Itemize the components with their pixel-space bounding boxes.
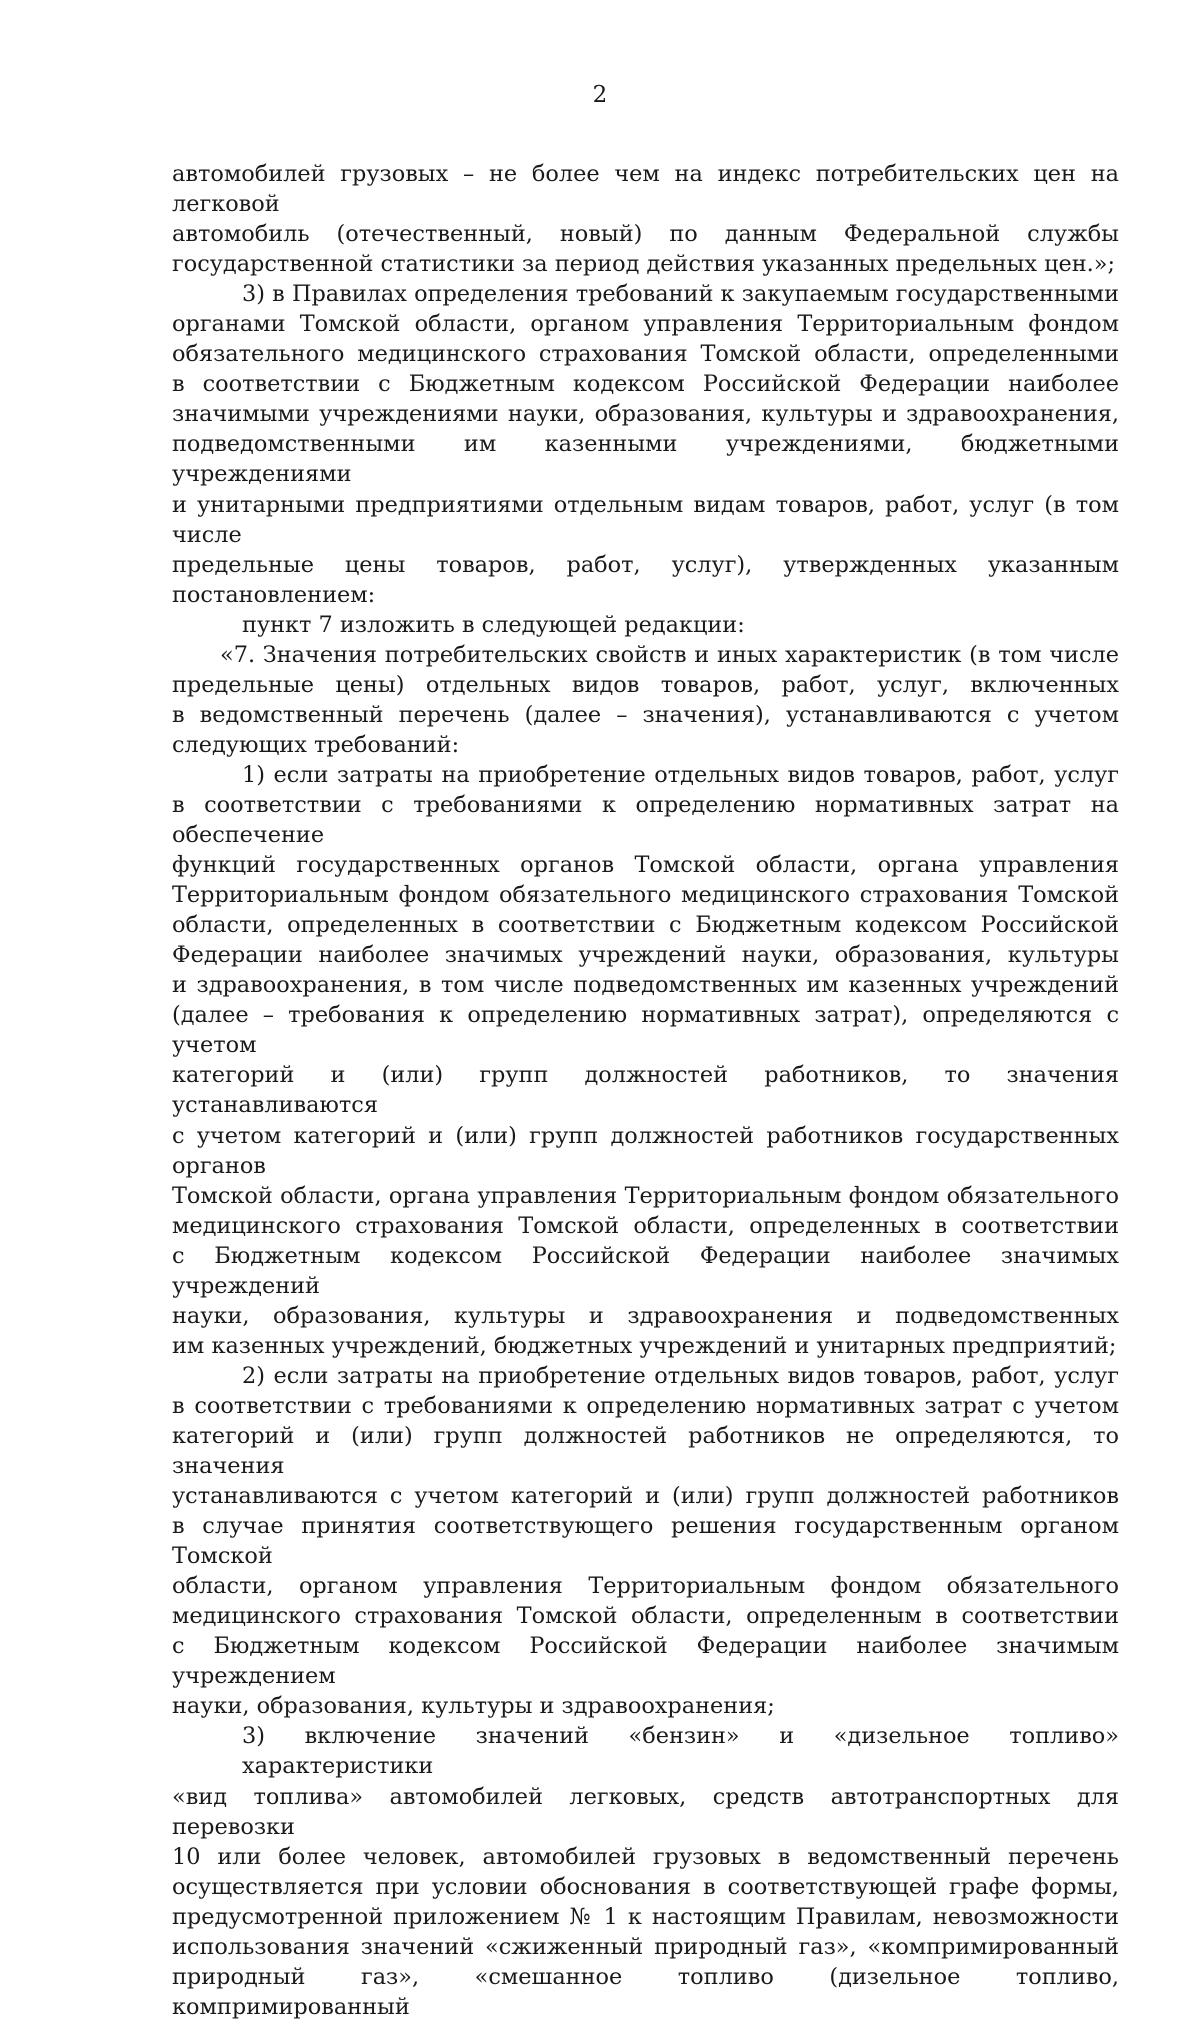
page-number: 2 (592, 82, 608, 108)
text-line: органами Томской области, органом управления Территориальным фондом (172, 311, 1119, 338)
text-line: значимыми учреждениями науки, образования, культуры и здравоохранения, (172, 401, 1119, 428)
text-line: 3) в Правилах определения требований к закупаемым государственными (242, 281, 1119, 308)
text-line: осуществляется при условии обоснования в соответствующей графе формы, (172, 1873, 1119, 1900)
text-line: автомобиль (отечественный, новый) по данным Федеральной службы (172, 221, 1119, 248)
paragraph (172, 279, 1119, 610)
text-line: 2) если затраты на приобретение отдельных видов товаров, работ, услуг (242, 1362, 1119, 1389)
text-line: предельные цены товаров, работ, услуг), утвержденных указанным (172, 551, 1119, 578)
text-line: в случае принятия соответствующего решения государственным органом Томской (172, 1513, 1119, 1570)
text-line: с Бюджетным кодексом Российской Федерации наиболее значимым учреждением (172, 1633, 1119, 1690)
paragraph (172, 610, 1119, 640)
text-line: с Бюджетным кодексом Российской Федерации наиболее значимых учреждений (172, 1242, 1119, 1299)
text-line: и унитарными предприятиями отдельным видам товаров, работ, услуг (в том числе (172, 491, 1119, 548)
text-line: области, органом управления Территориальным фондом обязательного (172, 1573, 1119, 1600)
text-line: Федерации наиболее значимых учреждений науки, образования, культуры (172, 942, 1119, 969)
text-line: и здравоохранения, в том числе подведомственных им казенных учреждений (172, 972, 1119, 999)
text-line: (далее – требования к определению нормативных затрат), определяются с учетом (172, 1002, 1119, 1059)
text-line: использования значений «сжиженный природный газ», «компримированный (172, 1933, 1119, 1960)
text-line: предельные цены) отдельных видов товаров, работ, услуг, включенных (172, 671, 1119, 698)
paragraph (172, 1721, 1119, 2021)
text-line: Томской области, органа управления Территориальным фондом обязательного (172, 1182, 1119, 1209)
text-line: 3) включение значений «бензин» и «дизельное топливо» характеристики (242, 1723, 1119, 1780)
text-line: в соответствии с требованиями к определению нормативных затрат на обеспечение (172, 791, 1119, 849)
text-line: постановлением: (172, 581, 376, 608)
paragraph (172, 1361, 1119, 1722)
text-line: «7. Значения потребительских свойств и иных характеристик (в том числе (220, 641, 1119, 668)
text-line: природный газ», «смешанное топливо (дизельное топливо, компримированный (172, 1963, 1119, 2020)
text-line: пункт 7 изложить в следующей редакции: (242, 611, 745, 638)
text-line: функций государственных органов Томской области, органа управления (172, 852, 1119, 879)
text-line: обязательного медицинского страхования Томской области, определенными (172, 341, 1119, 368)
text-line: науки, образования, культуры и здравоохранения; (172, 1693, 775, 1720)
paragraph (172, 640, 1119, 760)
text-line: устанавливаются с учетом категорий и (или) групп должностей работников (172, 1483, 1119, 1510)
paragraph (172, 159, 1119, 279)
text-line: в ведомственный перечень (далее – значения), устанавливаются с учетом (172, 701, 1119, 728)
text-line: Территориальным фондом обязательного медицинского страхования Томской (172, 882, 1119, 909)
text-line: науки, образования, культуры и здравоохранения и подведомственных (172, 1302, 1119, 1329)
document-text (172, 159, 1119, 2022)
text-line: категорий и (или) групп должностей работников не определяются, то значения (172, 1422, 1119, 1480)
text-line: в соответствии с Бюджетным кодексом Российской Федерации наиболее (172, 371, 1119, 398)
text-line: в соответствии с требованиями к определению нормативных затрат с учетом (172, 1392, 1119, 1419)
text-line: государственной статистики за период действия указанных предельных цен.»; (172, 251, 1116, 278)
text-line: 1) если затраты на приобретение отдельных видов товаров, работ, услуг (242, 761, 1119, 788)
text-line: медицинского страхования Томской области, определенных в соответствии (172, 1212, 1119, 1239)
text-line: им казенных учреждений, бюджетных учреждений и унитарных предприятий; (172, 1332, 1117, 1359)
paragraph (172, 760, 1119, 1361)
text-line: «вид топлива» автомобилей легковых, средств автотранспортных для перевозки (172, 1783, 1119, 1840)
text-line: подведомственными им казенными учреждениями, бюджетными учреждениями (172, 431, 1119, 488)
text-line: категорий и (или) групп должностей работников, то значения устанавливаются (172, 1062, 1119, 1119)
text-line: с учетом категорий и (или) групп должностей работников государственных органов (172, 1122, 1119, 1179)
text-line: медицинского страхования Томской области, определенным в соответствии (172, 1603, 1119, 1630)
text-line: автомобилей грузовых – не более чем на индекс потребительских цен на легковой (172, 161, 1119, 218)
text-line: 10 или более человек, автомобилей грузовых в ведомственный перечень (172, 1843, 1119, 1870)
text-line: следующих требований: (172, 731, 460, 758)
text-line: предусмотренной приложением № 1 к настоящим Правилам, невозможности (172, 1903, 1119, 1930)
text-line: области, определенных в соответствии с Бюджетным кодексом Российской (172, 912, 1119, 939)
